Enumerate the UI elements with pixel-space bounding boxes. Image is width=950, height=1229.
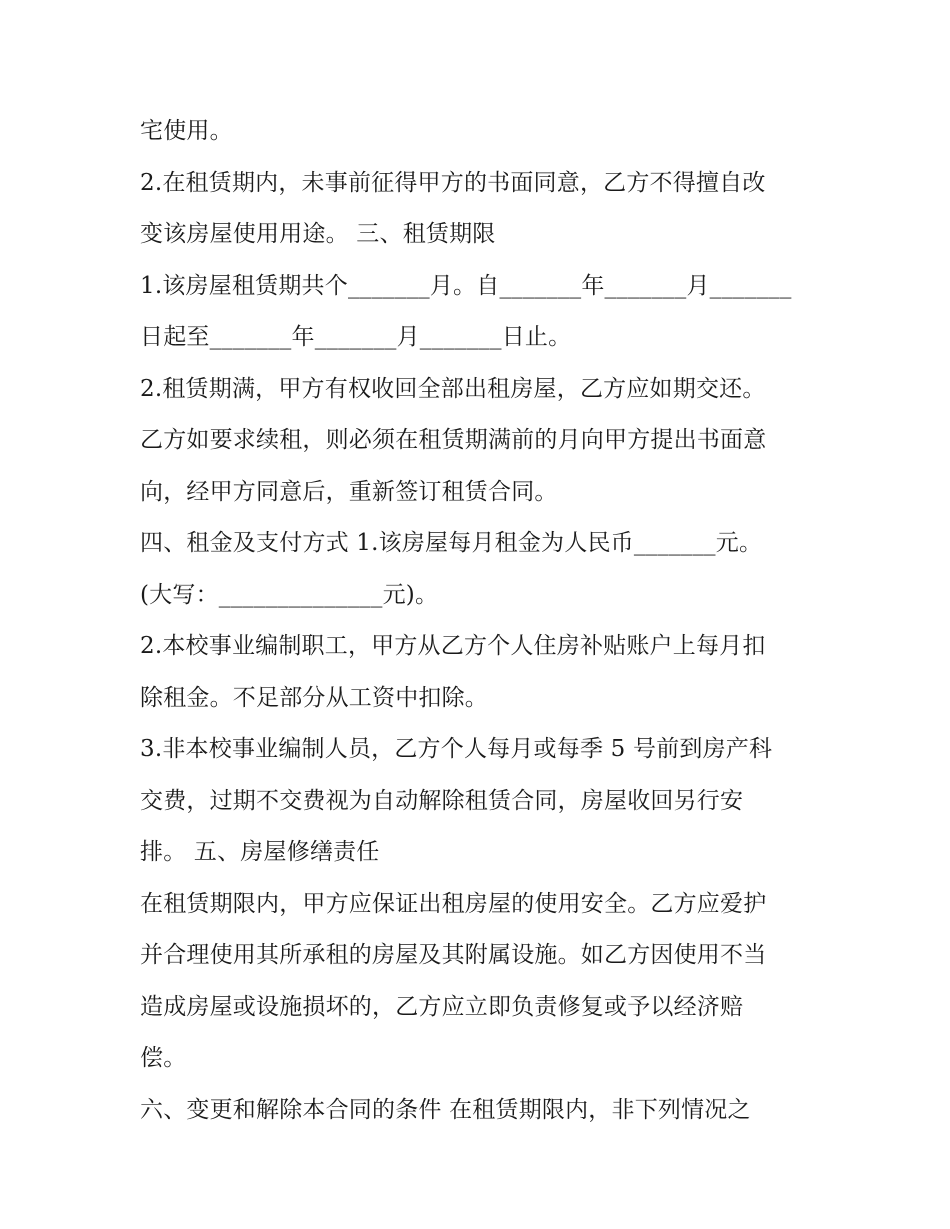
text-line: 向，经甲方同意后，重新签订租赁合同。 [140,478,558,505]
text-line: 在租赁期限内，甲方应保证出租房屋的使用安全。乙方应爱护 [140,890,767,917]
text-line: 3.非本校事业编制人员，乙方个人每月或每季 5 号前到房产科 [140,736,773,762]
text-line: 日起至_______年_______月_______日止。 [140,324,572,350]
text-line: 除租金。不足部分从工资中扣除。 [140,684,488,711]
text-line: 排。 五、房屋修缮责任 [140,839,380,865]
text-line: 变该房屋使用用途。 三、租赁期限 [140,221,496,247]
text-line: 六、变更和解除本合同的条件 在租赁期限内，非下列情况之 [140,1096,751,1123]
text-line: 2.在租赁期内，未事前征得甲方的书面同意，乙方不得擅自改 [140,169,766,196]
text-line: 交费，过期不交费视为自动解除租赁合同，房屋收回另行安 [140,787,744,814]
text-line: 偿。 [140,1045,187,1071]
text-line: 宅使用。 [140,118,233,144]
text-line: 并合理使用其所承租的房屋及其附属设施。如乙方因使用不当 [140,942,767,968]
text-line: 2.本校事业编制职工，甲方从乙方个人住房补贴账户上每月扣 [140,633,766,659]
text-line: 四、租金及支付方式 1.该房屋每月租金为人民币_______元。 [140,530,763,556]
text-line: (大写：______________元)。 [140,581,439,608]
text-line: 造成房屋或设施损坏的，乙方应立即负责修复或予以经济赔 [140,993,744,1020]
text-line: 1.该房屋租赁期共个_______月。自_______年_______月_______ [140,272,792,299]
text-line: 乙方如要求续租，则必须在租赁期满前的月向甲方提出书面意 [140,427,767,453]
text-line: 2.租赁期满，甲方有权收回全部出租房屋，乙方应如期交还。 [140,375,766,402]
contract-body [140,106,830,1136]
